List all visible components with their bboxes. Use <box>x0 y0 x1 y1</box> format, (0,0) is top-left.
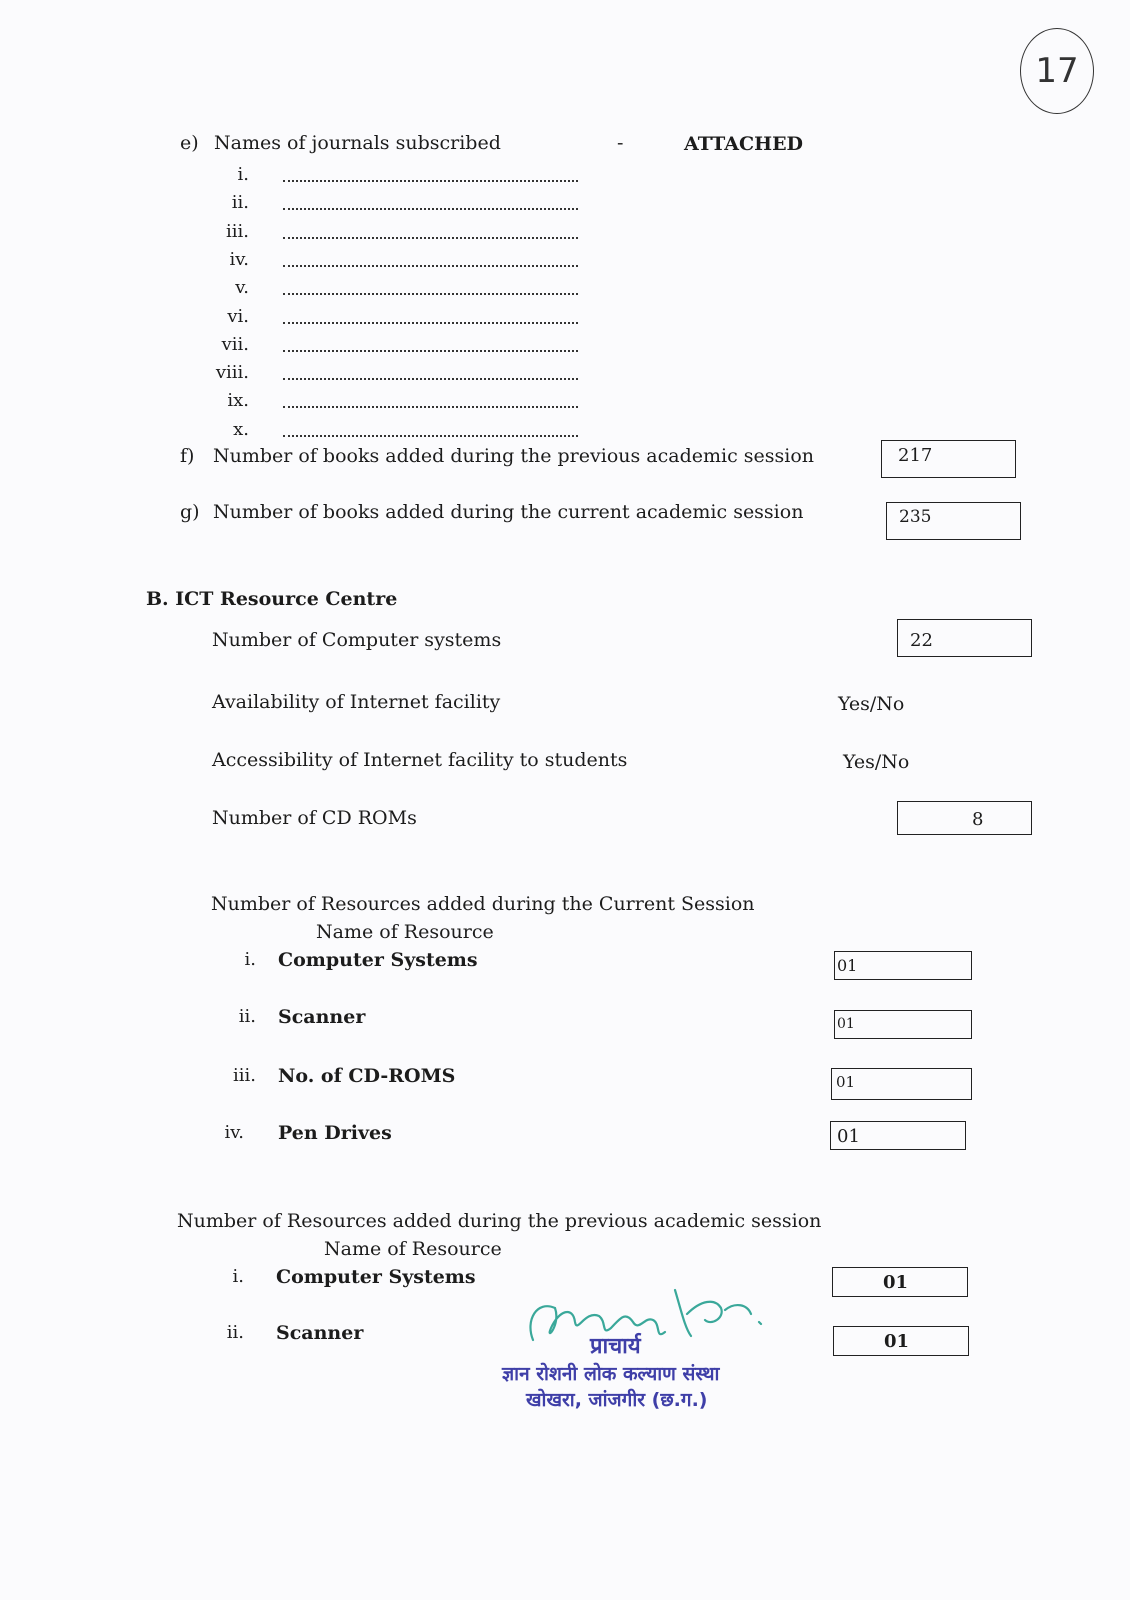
previous-books-box: 217 <box>881 440 1016 478</box>
journal-item-blank-line <box>283 376 578 380</box>
student-internet-label: Accessibility of Internet facility to students <box>212 749 628 771</box>
student-internet-value: Yes/No <box>843 751 910 773</box>
section-e-label: e) <box>180 132 199 154</box>
resource-item-number: i. <box>244 949 256 970</box>
current-session-subtitle: Name of Resource <box>316 921 494 943</box>
section-e-dash: - <box>617 132 624 154</box>
journal-item-blank-line <box>283 348 578 352</box>
journal-item-blank-line <box>283 433 578 437</box>
resource-item-value-box: 01 <box>833 1326 969 1356</box>
section-f-label: f) <box>180 445 195 467</box>
section-g-title: Number of books added during the current academic session <box>213 501 804 523</box>
journal-item-blank-line <box>283 178 578 182</box>
stamp-address: खोखरा, जांजगीर (छ.ग.) <box>526 1389 708 1411</box>
journal-item-number: x. <box>233 418 249 440</box>
resource-item-name: Computer Systems <box>278 949 478 971</box>
resource-item-value-box: 01 <box>834 1010 972 1039</box>
page-number: 17 <box>1020 28 1094 114</box>
journal-item-blank-line <box>283 263 578 267</box>
journal-item-blank-line <box>283 320 578 324</box>
internet-value: Yes/No <box>838 693 905 715</box>
previous-session-title: Number of Resources added during the previous academic session <box>177 1210 822 1232</box>
cdrom-label: Number of CD ROMs <box>212 807 417 829</box>
stamp-organization: ज्ञान रोशनी लोक कल्याण संस्था <box>502 1363 720 1385</box>
resource-item-name: Pen Drives <box>278 1122 392 1144</box>
resource-item-name: Computer Systems <box>276 1266 476 1288</box>
principal-signature <box>515 1270 775 1360</box>
resource-item-number: ii. <box>226 1322 244 1343</box>
current-session-title: Number of Resources added during the Current Session <box>211 893 755 915</box>
resource-item-name: Scanner <box>276 1322 364 1344</box>
journal-item-blank-line <box>283 404 578 408</box>
section-g-label: g) <box>180 501 200 523</box>
journal-item-number: vi. <box>227 305 249 327</box>
section-e-title: Names of journals subscribed <box>214 132 501 154</box>
journal-item-blank-line <box>283 235 578 239</box>
resource-item-value-box: 01 <box>831 1068 972 1100</box>
resource-item-name: No. of CD-ROMS <box>278 1065 456 1087</box>
journal-item-number: iii. <box>226 220 249 242</box>
cdrom-box: 8 <box>897 801 1032 835</box>
resource-item-name: Scanner <box>278 1006 366 1028</box>
resource-item-number: iii. <box>233 1065 256 1086</box>
journal-item-number: iv. <box>229 248 249 270</box>
computers-box: 22 <box>897 619 1032 657</box>
stamp-title: प्राचार्य <box>590 1334 641 1359</box>
journal-item-number: v. <box>235 277 249 299</box>
journal-item-number: ix. <box>227 390 249 412</box>
resource-item-value-box: 01 <box>830 1121 966 1150</box>
resource-item-number: ii. <box>238 1006 256 1027</box>
internet-label: Availability of Internet facility <box>212 691 501 713</box>
journal-item-number: ii. <box>231 192 249 214</box>
ict-section-title: B. ICT Resource Centre <box>146 588 398 610</box>
resource-item-value-box: 01 <box>832 1267 968 1297</box>
resource-item-number: i. <box>232 1266 244 1287</box>
journal-item-number: i. <box>237 164 249 185</box>
section-f-title: Number of books added during the previous academic session <box>213 445 815 467</box>
journal-item-blank-line <box>283 291 578 295</box>
resource-item-value-box: 01 <box>834 951 972 980</box>
computers-label: Number of Computer systems <box>212 629 502 651</box>
section-e-status: ATTACHED <box>684 133 804 155</box>
resource-item-number: iv. <box>224 1122 244 1143</box>
journal-item-number: vii. <box>221 333 249 355</box>
journal-item-blank-line <box>283 206 578 210</box>
previous-session-subtitle: Name of Resource <box>324 1238 502 1260</box>
journal-item-number: viii. <box>215 362 249 384</box>
current-books-box: 235 <box>886 502 1021 540</box>
